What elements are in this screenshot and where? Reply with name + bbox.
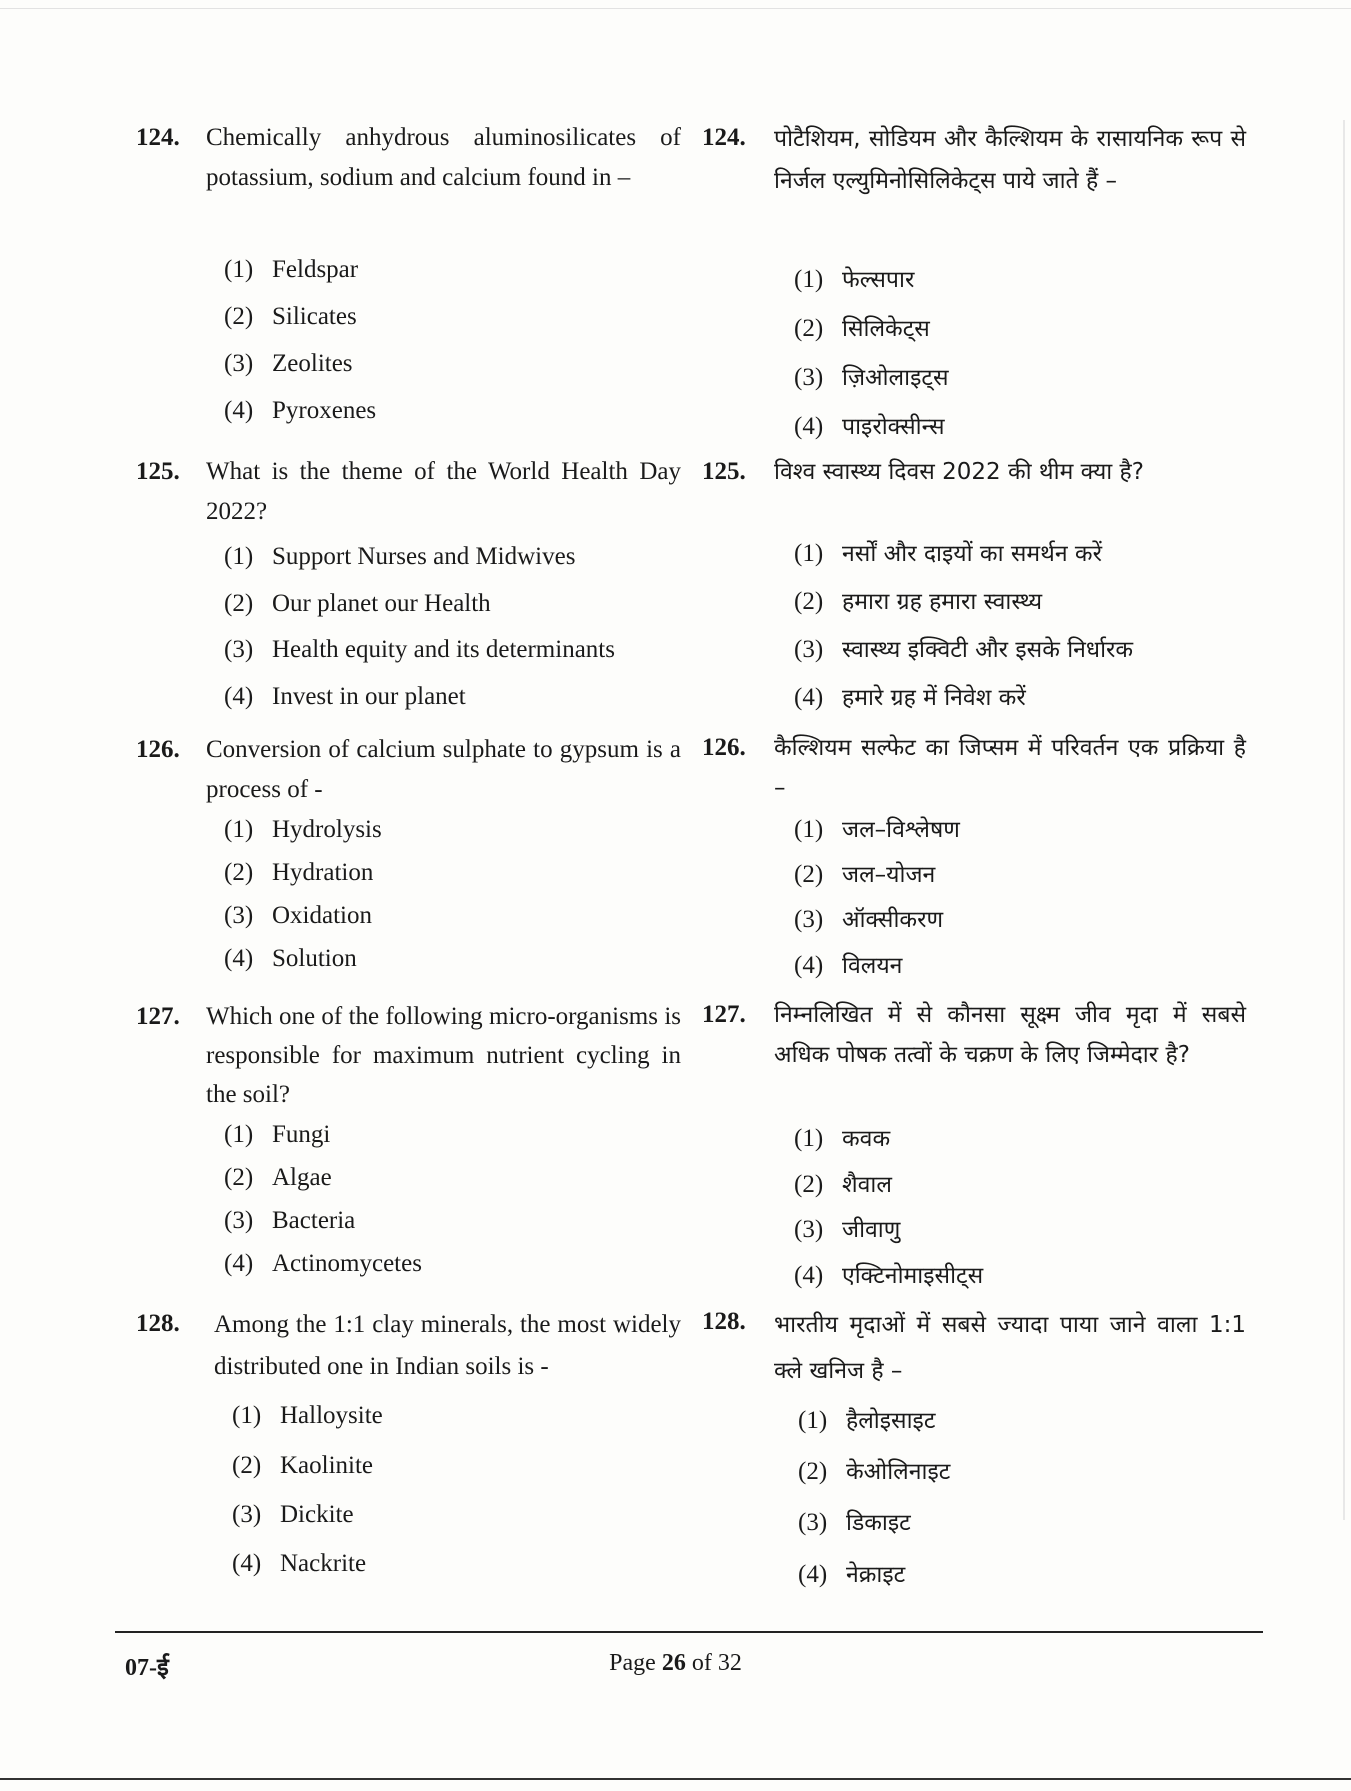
option-1: (1) Halloysite (232, 1402, 383, 1429)
option-2: (2) जल–योजन (794, 861, 936, 888)
option-3: (3) Dickite (232, 1501, 354, 1528)
option-4: (4) नेक्राइट (798, 1561, 906, 1588)
option-text: शैवाल (842, 1172, 892, 1198)
question-stem: Which one of the following micro-organisms is responsible for maximum nutrient cycling in the soil? (206, 1003, 681, 1108)
option-text: जल–विश्लेषण (842, 817, 960, 843)
option-4: (4) हमारे ग्रह में निवेश करें (794, 684, 1026, 711)
question-127-english (136, 997, 681, 1287)
option-1: (1) हैलोइसाइट (798, 1407, 936, 1434)
option-3: (3) ऑक्सीकरण (794, 906, 944, 933)
option-1: (1) फेल्सपार (794, 266, 915, 293)
question-128-english (136, 1304, 681, 1584)
option-4: (4) Solution (224, 945, 357, 972)
option-text: Dickite (280, 1501, 354, 1528)
option-text: Pyroxenes (272, 397, 377, 424)
option-3: (3) स्वास्थ्य इक्विटी और इसके निर्धारक (794, 636, 1134, 663)
question-stem: What is the theme of the World Health Day 2022? (206, 458, 681, 525)
option-4: (4) Actinomycetes (224, 1250, 422, 1277)
option-text: डिकाइट (846, 1510, 911, 1536)
question-stem: कैल्शियम सल्फेट का जिप्सम में परिवर्तन एक प्रक्रिया है – (774, 735, 1246, 801)
question-number: 125. (702, 458, 746, 485)
question-stem: Among the 1:1 clay minerals, the most widely distributed one in Indian soils is - (214, 1311, 681, 1380)
question-number: 126. (136, 736, 180, 763)
option-text: जल–योजन (842, 862, 936, 888)
option-text: Support Nurses and Midwives (272, 543, 576, 570)
page-bottom-edge (0, 1778, 1351, 1780)
option-3: (3) Oxidation (224, 902, 372, 929)
option-text: Algae (272, 1164, 332, 1191)
option-text: केओलिनाइट (846, 1459, 951, 1485)
option-3: (3) Bacteria (224, 1207, 356, 1234)
option-text: हैलोइसाइट (846, 1408, 936, 1434)
question-number: 124. (702, 124, 746, 151)
option-text: नर्सों और दाइयों का समर्थन करें (842, 541, 1102, 567)
option-3: (3) Zeolites (224, 350, 353, 377)
option-2: (2) Kaolinite (232, 1452, 374, 1479)
option-1: (1) जल–विश्लेषण (794, 816, 960, 843)
option-4: (4) Pyroxenes (224, 397, 377, 424)
option-3: (3) जीवाणु (794, 1216, 901, 1243)
option-4: (4) एक्टिनोमाइसीट्स (794, 1262, 984, 1289)
question-stem: भारतीय मृदाओं में सबसे ज्यादा पाया जाने वाला 1:1 क्ले खनिज है – (774, 1312, 1246, 1384)
option-text: Feldspar (272, 256, 359, 283)
option-text: फेल्सपार (842, 267, 915, 293)
question-stem: पोटैशियम, सोडियम और कैल्शियम के रासायनिक रूप से निर्जल एल्युमिनोसिलिकेट्स पाये जाते हैं – (774, 126, 1246, 194)
question-number: 128. (136, 1310, 180, 1337)
option-text: हमारे ग्रह में निवेश करें (842, 685, 1026, 711)
question-125-hindi (702, 452, 1247, 722)
question-124-hindi (702, 118, 1247, 448)
option-3: (3) ज़िओलाइट्स (794, 364, 949, 391)
option-4: (4) पाइरोक्सीन्स (794, 413, 945, 440)
option-text: Fungi (272, 1121, 331, 1148)
question-number: 124. (136, 124, 180, 151)
option-text: Kaolinite (280, 1452, 374, 1479)
question-number: 128. (702, 1308, 746, 1335)
option-1: (1) कवक (794, 1125, 891, 1152)
page-right-edge (1343, 120, 1345, 1520)
option-text: पाइरोक्सीन्स (842, 414, 945, 440)
question-stem: निम्नलिखित में से कौनसा सूक्ष्म जीव मृदा में सबसे अधिक पोषक तत्वों के चक्रण के लिए जिम्मेदार है? (774, 1002, 1246, 1068)
option-text: Halloysite (280, 1402, 383, 1429)
option-text: Invest in our planet (272, 683, 466, 710)
option-4: (4) विलयन (794, 952, 903, 979)
option-text: Our planet our Health (272, 590, 491, 617)
question-128-hindi (702, 1302, 1247, 1602)
option-text: हमारा ग्रह हमारा स्वास्थ्य (842, 589, 1043, 615)
option-4: (4) Invest in our planet (224, 683, 466, 710)
question-126-english (136, 730, 681, 980)
option-2: (2) शैवाल (794, 1171, 892, 1198)
option-2: (2) Hydration (224, 859, 374, 886)
footer-divider (115, 1631, 1263, 1633)
option-1: (1) Feldspar (224, 256, 359, 283)
question-stem: विश्व स्वास्थ्य दिवस 2022 की थीम क्या है? (774, 459, 1144, 485)
question-number: 126. (702, 734, 746, 761)
option-text: विलयन (842, 953, 903, 979)
option-text: Silicates (272, 303, 357, 330)
question-number: 127. (702, 1001, 746, 1028)
option-text: Oxidation (272, 902, 372, 929)
page-number: Page 26 of 32 (609, 1650, 742, 1676)
option-2: (2) केओलिनाइट (798, 1458, 951, 1485)
booklet-code: 07-ई (125, 1655, 169, 1681)
question-124-english (136, 118, 681, 424)
option-text: स्वास्थ्य इक्विटी और इसके निर्धारक (842, 637, 1134, 663)
option-text: Bacteria (272, 1207, 356, 1234)
option-text: सिलिकेट्स (842, 316, 930, 342)
option-1: (1) Fungi (224, 1121, 331, 1148)
option-2: (2) Our planet our Health (224, 590, 491, 617)
option-1: (1) Hydrolysis (224, 816, 382, 843)
question-number: 127. (136, 1003, 180, 1030)
option-2: (2) सिलिकेट्स (794, 315, 930, 342)
option-2: (2) Algae (224, 1164, 332, 1191)
question-stem: Conversion of calcium sulphate to gypsum is a process of - (206, 736, 681, 803)
option-text: कवक (842, 1126, 891, 1152)
question-stem: Chemically anhydrous aluminosilicates of potassium, sodium and calcium found in – (206, 124, 681, 191)
option-text: Hydrolysis (272, 816, 382, 843)
option-text: जीवाणु (842, 1217, 901, 1243)
option-text: ज़िओलाइट्स (842, 365, 949, 391)
question-127-hindi (702, 995, 1247, 1295)
current-page: 26 (661, 1650, 686, 1676)
option-text: Solution (272, 945, 357, 972)
option-3: (3) Health equity and its determinants (224, 636, 615, 663)
option-text: एक्टिनोमाइसीट्स (842, 1263, 984, 1289)
option-2: (2) हमारा ग्रह हमारा स्वास्थ्य (794, 588, 1043, 615)
option-4: (4) Nackrite (232, 1550, 367, 1577)
question-126-hindi (702, 728, 1247, 988)
option-text: Hydration (272, 859, 374, 886)
question-number: 125. (136, 458, 180, 485)
option-text: Health equity and its determinants (272, 636, 615, 663)
total-pages: 32 (717, 1650, 742, 1676)
option-2: (2) Silicates (224, 303, 357, 330)
option-text: Zeolites (272, 350, 353, 377)
page-top-edge (0, 0, 1351, 9)
option-text: Actinomycetes (272, 1250, 422, 1277)
option-3: (3) डिकाइट (798, 1509, 911, 1536)
option-text: नेक्राइट (846, 1562, 906, 1588)
option-1: (1) Support Nurses and Midwives (224, 543, 576, 570)
option-1: (1) नर्सों और दाइयों का समर्थन करें (794, 540, 1102, 567)
option-text: ऑक्सीकरण (842, 907, 944, 933)
option-text: Nackrite (280, 1550, 367, 1577)
question-125-english (136, 452, 681, 722)
